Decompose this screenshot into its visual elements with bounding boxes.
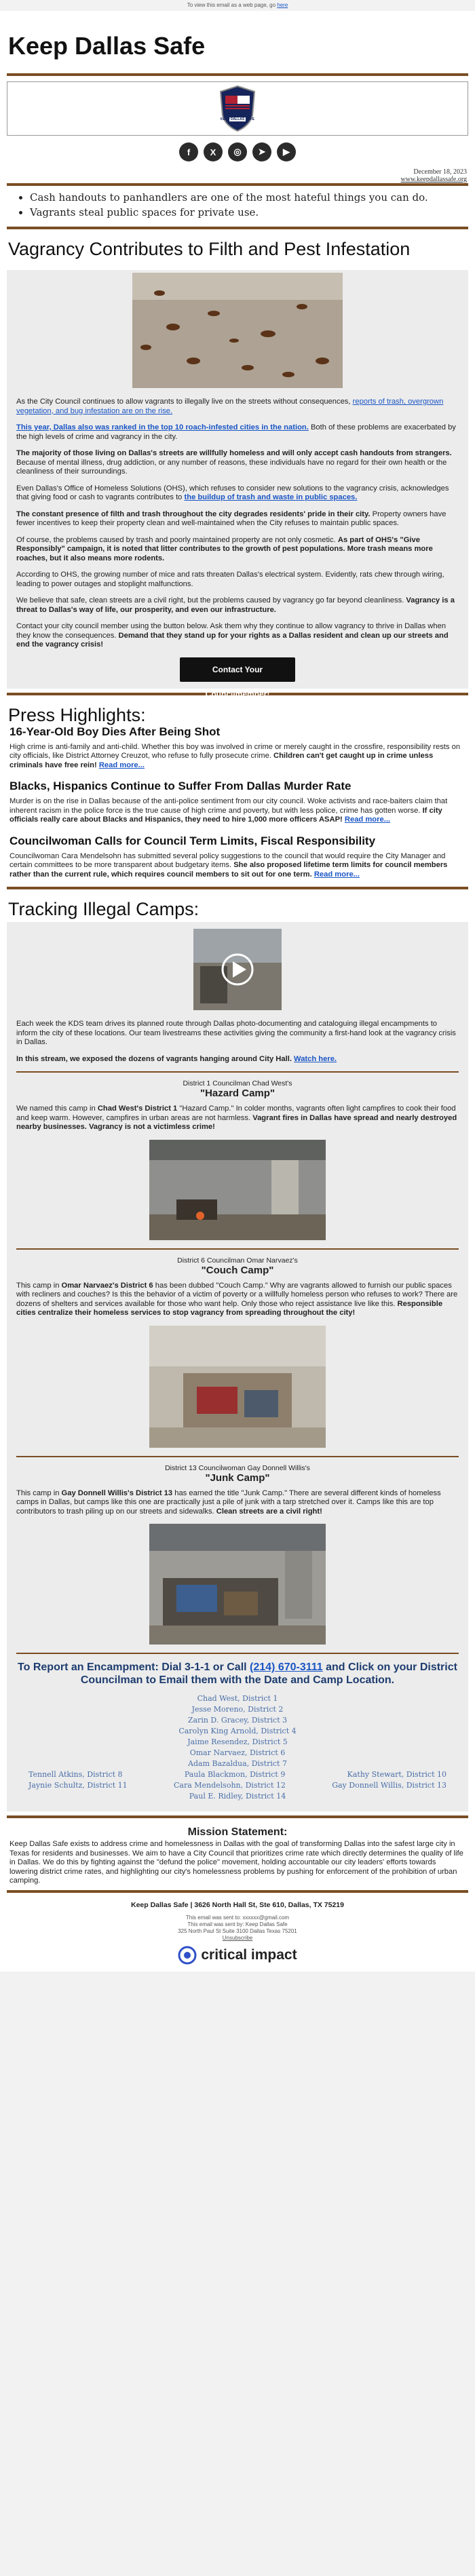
council-link[interactable]: Zarin D. Gracey, District 3 — [187, 1716, 288, 1725]
vagrancy-paragraph: Contact your city council member using the button below. Ask them why they continue to allow vagrancy to thrive in Dallas when they know the consequences. Demand that they stand up for your rights as a Dallas resident and clean up our streets and end the vagrancy crisis! — [16, 622, 449, 649]
council-link[interactable]: Paul E. Ridley, District 14 — [189, 1792, 286, 1801]
footer-sent-by: This email was sent by: Keep Dallas Safe — [187, 1921, 288, 1927]
report-encampment-instructions: To Report an Encampment: Dial 3-1-1 or Call (214) 670-3111 and Click on your District Councilman to Email them with the Date and Camp Location. — [18, 1661, 457, 1686]
camp-name: "Couch Camp" — [201, 1264, 274, 1276]
camp-description: This camp in Omar Narvaez's District 6 has been dubbed "Couch Camp." Why are vagrants allowed to furnish our public spaces with recliners and couches? Is this the behavior of a victim of poverty or a willfully homeless person who refuses to work? There are dozens of shelters and services available for those who want help. Only those who reject assistance live like this. Responsible cities centralize their homeless services to stop vagrancy from spreading throughout the city! — [16, 1281, 458, 1317]
footer-sent-to: This email was sent to: xxxxxx@gmail.com — [185, 1914, 290, 1921]
camp-entry — [16, 1464, 459, 1645]
vagrancy-paragraph: The majority of those living on Dallas's streets are willfully homeless and will only accept cash handouts from strangers. Because of mental illness, drug addiction, or any number of reasons, these individuals have no regard for their own health or the cleanliness of their surroundings. — [16, 449, 452, 476]
footer-address: Keep Dallas Safe | 3626 North Hall St, Ste 610, Dallas, TX 75219 — [130, 1900, 344, 1909]
press-summary: Murder is on the rise in Dallas because of the anti-police sentiment from our city council. Woke activists and race-baiters claim that inherent racism in the police force is the true cause of high crime and poverty, but with less police, crime has gotten worse. If city officials really care about Blacks and Hispanics, they need to hire 1,000 more officers ASAP! Read more... — [10, 797, 448, 824]
key-points-list — [0, 190, 475, 227]
web-view-text: To view this email as a web page, go — [187, 2, 276, 8]
web-view-link[interactable]: here — [277, 2, 288, 8]
issue-date: December 18, 2023 — [413, 168, 467, 176]
kds-badge-logo — [217, 85, 258, 132]
roach-ranking-link[interactable]: This year, Dallas also was ranked in the top 10 roach-infested cities in the nation. — [16, 423, 309, 431]
instagram-icon[interactable]: ◎ — [228, 142, 247, 161]
camp-description: This camp in Gay Donnell Willis's District 13 has earned the title "Junk Camp." There are several different kinds of homeless camps in Dallas, but camps like this one are practically just a pile of junk with a tarp stretched over it. Camps like this are top contributors to trash piling up on our streets and sidewalks. Clean streets are a civil right! — [16, 1488, 441, 1516]
camp-district: District 1 Councilman Chad West's — [183, 1079, 292, 1088]
facebook-icon[interactable]: f — [179, 142, 198, 161]
council-link[interactable]: Gay Donnell Willis, District 13 — [332, 1781, 446, 1790]
critical-impact-text: critical impact — [201, 1946, 297, 1963]
press-summary: High crime is anti-family and anti-child. Whether this boy was involved in crime or merely caught in the crossfire, responsibility rests on city officials, like District Attorney Creuzot, who refuse to fully prosecute crime. Children can't get caught up in crime unless criminals have free rein! Read more... — [10, 742, 461, 769]
mission-text: Keep Dallas Safe exists to address crime and homelessness in Dallas with the goal of transforming Dallas into the safest large city in Texas for residents and businesses. We aim to have a City Council that prioritizes crime rate which directly determines the quality of life in Dallas. We do this by fighting against the "defund the police" movement, holding accountable our city leaders' efforts towards lowering district crime rates, and highlighting our city's homelessness problems by pushing for enforcement of the prohibition of urban camping. — [10, 1840, 463, 1885]
newsletter — [0, 11, 475, 1972]
press-headline: Councilwoman Calls for Council Term Limits, Fiscal Responsibility — [10, 834, 376, 847]
council-list — [16, 1693, 459, 1769]
council-link[interactable]: Jaime Resendez, District 5 — [187, 1737, 288, 1746]
vagrancy-paragraph: As the City Council continues to allow vagrants to illegally live on the streets without consequences, reports of trash, overgrown vegetation, and bug infestation are on the rise. — [16, 398, 444, 415]
camps-panel — [7, 922, 468, 1811]
brand-title: Keep Dallas Safe — [8, 32, 206, 60]
camps-section-title: Tracking Illegal Camps: — [8, 899, 200, 919]
site-url[interactable]: www.keepdallassafe.org — [400, 176, 467, 183]
press-summary: Councilwoman Cara Mendelsohn has submitted several policy suggestions to the council that would require the City Manager and certain committees to be more transparent about budgetary items. She also proposed lifetime term limits for council members rather than the current rule, which requires council members to sit out for one term. Read more... — [10, 851, 448, 879]
watch-stream-link[interactable]: Watch here. — [294, 1054, 337, 1063]
vagrancy-paragraph: We believe that safe, clean streets are a civil right, but the problems caused by vagrancy go far beyond cleanliness. Vagrancy is a threat to Dallas's way of life, our prosperity, and even our infrastructure. — [16, 596, 455, 614]
cockroach-infestation-image — [132, 273, 343, 388]
council-list — [16, 1791, 459, 1805]
logo-box — [7, 81, 468, 136]
council-row — [16, 1769, 459, 1780]
council-link[interactable]: Cara Mendelsohn, District 12 — [173, 1781, 286, 1790]
read-more-link[interactable]: Read more... — [344, 815, 391, 824]
vagrancy-article — [7, 270, 468, 699]
press-list — [0, 725, 475, 880]
council-link[interactable]: Paula Blackmon, District 9 — [184, 1770, 286, 1779]
stream-callout: In this stream, we exposed the dozens of vagrants hanging around City Hall. Watch here. — [16, 1054, 337, 1063]
junk-camp-photo — [149, 1524, 326, 1645]
divider — [16, 1456, 459, 1457]
read-more-link[interactable]: Read more... — [314, 870, 360, 879]
council-row — [16, 1780, 459, 1791]
badge-text: KEEP DALLAS SAFE — [221, 117, 254, 121]
divider — [7, 73, 468, 76]
dateline — [0, 163, 475, 183]
livestream-video-thumbnail[interactable] — [193, 929, 282, 1010]
report-phone-link[interactable]: (214) 670-3111 — [250, 1661, 323, 1673]
telegram-icon[interactable]: ➤ — [252, 142, 271, 161]
trash-report-link[interactable]: reports of trash, overgrown vegetation, and bug infestation are on the rise. — [16, 398, 444, 415]
key-point: • Vagrants steal public spaces for private use. — [30, 205, 467, 220]
press-item — [10, 780, 466, 825]
council-link[interactable]: Chad West, District 1 — [197, 1694, 278, 1703]
council-link[interactable]: Kathy Stewart, District 10 — [347, 1770, 446, 1779]
divider — [7, 1815, 468, 1818]
divider — [16, 1071, 459, 1073]
vagrancy-paragraph: Of course, the problems caused by trash and poorly maintained property are not only cosmetic. As part of OHS's "Give Responsibly" campaign, it is noted that litter contributes to the growth of pest populations. More trash means more roaches, but it also means more rodents. — [16, 535, 433, 562]
council-link[interactable]: Jaynie Schultz, District 11 — [28, 1781, 128, 1790]
council-link[interactable]: Carolyn King Arnold, District 4 — [178, 1727, 297, 1735]
social-links — [0, 142, 475, 163]
press-item — [10, 834, 466, 880]
camp-name: "Hazard Camp" — [200, 1088, 276, 1099]
web-view-bar — [0, 0, 475, 11]
camp-description: We named this camp in Chad West's District 1 "Hazard Camp." In colder months, vagrants often light campfires to cook their food and keep warm. However, campfires in urban areas are not harmless. Vagrant fires in Dallas have spread and nearly destroyed nearby businesses. Vagrancy is not a victimless crime! — [16, 1104, 457, 1131]
council-link[interactable]: Tennell Atkins, District 8 — [28, 1770, 123, 1779]
contact-councilmember-button[interactable]: Contact Your Councilmember! — [180, 657, 295, 682]
press-headline: Blacks, Hispanics Continue to Suffer From Dallas Murder Rate — [10, 780, 352, 792]
divider — [7, 183, 468, 186]
council-link[interactable]: Adam Bazaldua, District 7 — [188, 1759, 287, 1768]
mission-title: Mission Statement: — [187, 1826, 288, 1838]
divider — [16, 1248, 459, 1250]
x-icon[interactable]: X — [204, 142, 223, 161]
press-item — [10, 725, 466, 771]
council-link[interactable]: Jesse Moreno, District 2 — [191, 1705, 284, 1714]
footer-address-2: 325 North Paul St Suite 3100 Dallas Texas 75201 — [178, 1927, 297, 1934]
camps-intro: Each week the KDS team drives its planned route through Dallas photo-documenting and cataloguing illegal encampments to inform the city of these locations. Our team livestreams these activities giving the community a first-hand look at the vagrancy crisis in Dallas. — [16, 1020, 456, 1046]
council-link[interactable]: Omar Narvaez, District 6 — [189, 1748, 286, 1757]
unsubscribe-link[interactable]: Unsubscribe — [222, 1934, 253, 1941]
vagrancy-paragraph: The constant presence of filth and trash throughout the city degrades residents' pride in their city. Property owners have fewer incentives to keep their property clean and well-maintained when the City refuses to maintain public spaces. — [16, 510, 446, 527]
read-more-link[interactable]: Read more... — [98, 761, 145, 769]
critical-impact-icon — [178, 1946, 197, 1965]
camp-entry — [16, 1079, 459, 1240]
hazard-camp-photo — [149, 1140, 326, 1240]
vagrancy-section-title: Vagrancy Contributes to Filth and Pest Infestation — [8, 239, 411, 259]
vagrancy-paragraph: This year, Dallas also was ranked in the top 10 roach-infested cities in the nation. Both of these problems are exacerbated by the high levels of crime and vagrancy in the city. — [16, 423, 456, 441]
vagrancy-paragraph: Even Dallas's Office of Homeless Solutions (OHS), which refuses to consider new solutions to the vagrancy crisis, acknowledges that giving food or cash to vagrants contributes to the buildup of trash and waste in public spaces. — [16, 484, 449, 501]
press-section-title: Press Highlights: — [8, 704, 146, 725]
key-point: • Cash handouts to panhandlers are one of the most hateful things you can do. — [30, 190, 467, 205]
press-headline: 16-Year-Old Boy Dies After Being Shot — [10, 725, 221, 738]
trash-buildup-link[interactable]: the buildup of trash and waste in public spaces. — [184, 493, 358, 501]
critical-impact-logo — [0, 1942, 475, 1972]
camp-name: "Junk Camp" — [205, 1472, 270, 1484]
divider — [16, 1653, 459, 1654]
vagrancy-paragraph: According to OHS, the growing number of mice and rats threaten Dallas's electrical system. Evidently, rats chew through wiring, leading to power outages and stoplight malfunctions. — [16, 571, 444, 588]
youtube-icon[interactable]: ▶ — [277, 142, 296, 161]
camp-district: District 6 Councilman Omar Narvaez's — [177, 1256, 298, 1265]
couch-camp-photo — [149, 1326, 326, 1448]
camp-district: District 13 Councilwoman Gay Donnell Willis's — [165, 1463, 310, 1472]
camp-entry — [16, 1256, 459, 1448]
